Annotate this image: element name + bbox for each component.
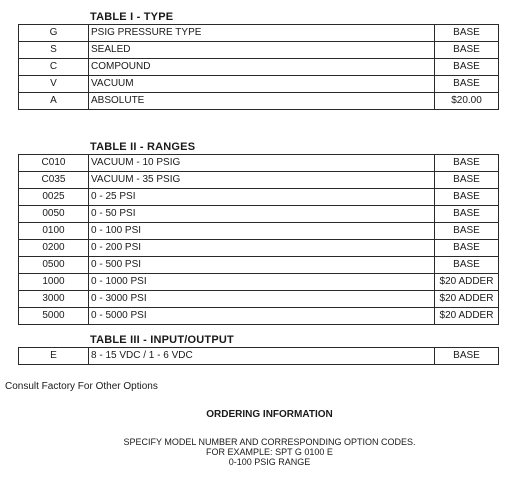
table-row bbox=[19, 172, 499, 189]
table-row bbox=[19, 59, 499, 76]
option-code: 0100 bbox=[19, 223, 89, 240]
option-description: 0 - 25 PSI bbox=[89, 189, 435, 206]
option-price: BASE bbox=[435, 25, 499, 42]
table-row bbox=[19, 274, 499, 291]
option-code: C010 bbox=[19, 155, 89, 172]
table-1-title: TABLE I - TYPE bbox=[90, 11, 174, 23]
option-price: BASE bbox=[435, 189, 499, 206]
option-description: 0 - 100 PSI bbox=[89, 223, 435, 240]
option-price: $20.00 bbox=[435, 93, 499, 110]
option-code: V bbox=[19, 76, 89, 93]
table-row bbox=[19, 348, 499, 365]
option-price: BASE bbox=[435, 348, 499, 365]
option-price: BASE bbox=[435, 240, 499, 257]
option-code: S bbox=[19, 42, 89, 59]
option-code: 0200 bbox=[19, 240, 89, 257]
option-price: BASE bbox=[435, 223, 499, 240]
ordering-line: 0-100 PSIG RANGE bbox=[228, 457, 311, 467]
table-2-body bbox=[19, 155, 499, 325]
table-row bbox=[19, 25, 499, 42]
table-row bbox=[19, 189, 499, 206]
table-row bbox=[19, 257, 499, 274]
option-price: BASE bbox=[435, 206, 499, 223]
option-description: VACUUM bbox=[89, 76, 435, 93]
table-2-ranges bbox=[18, 154, 499, 325]
consult-factory-note: Consult Factory For Other Options bbox=[5, 381, 158, 392]
table-row bbox=[19, 223, 499, 240]
table-row bbox=[19, 76, 499, 93]
option-code: G bbox=[19, 25, 89, 42]
option-code: E bbox=[19, 348, 89, 365]
option-description: 8 - 15 VDC / 1 - 6 VDC bbox=[89, 348, 435, 365]
option-price: BASE bbox=[435, 42, 499, 59]
ordering-line: FOR EXAMPLE: SPT G 0100 E bbox=[206, 447, 333, 457]
option-price: BASE bbox=[435, 257, 499, 274]
option-price: $20 ADDER bbox=[435, 291, 499, 308]
option-price: BASE bbox=[435, 76, 499, 93]
table-row bbox=[19, 206, 499, 223]
option-description: 0 - 3000 PSI bbox=[89, 291, 435, 308]
option-description: 0 - 500 PSI bbox=[89, 257, 435, 274]
option-description: SEALED bbox=[89, 42, 435, 59]
option-description: 0 - 200 PSI bbox=[89, 240, 435, 257]
option-description: ABSOLUTE bbox=[89, 93, 435, 110]
table-1-body bbox=[19, 25, 499, 110]
table-3-title: TABLE III - INPUT/OUTPUT bbox=[90, 334, 234, 346]
option-code: C035 bbox=[19, 172, 89, 189]
option-code: 3000 bbox=[19, 291, 89, 308]
option-description: 0 - 50 PSI bbox=[89, 206, 435, 223]
table-row bbox=[19, 42, 499, 59]
ordering-information-body bbox=[10, 437, 519, 467]
option-code: 1000 bbox=[19, 274, 89, 291]
table-1-type bbox=[18, 24, 499, 110]
table-row bbox=[19, 291, 499, 308]
option-code: C bbox=[19, 59, 89, 76]
option-price: BASE bbox=[435, 155, 499, 172]
option-code: 0050 bbox=[19, 206, 89, 223]
table-3-input-output bbox=[18, 347, 499, 365]
option-description: 0 - 1000 PSI bbox=[89, 274, 435, 291]
option-code: 0500 bbox=[19, 257, 89, 274]
option-description: VACUUM - 35 PSIG bbox=[89, 172, 435, 189]
option-price: $20 ADDER bbox=[435, 308, 499, 325]
table-row bbox=[19, 240, 499, 257]
table-row bbox=[19, 308, 499, 325]
table-row bbox=[19, 155, 499, 172]
option-description: VACUUM - 10 PSIG bbox=[89, 155, 435, 172]
option-code: 0025 bbox=[19, 189, 89, 206]
table-row bbox=[19, 93, 499, 110]
option-price: BASE bbox=[435, 59, 499, 76]
ordering-information-title: ORDERING INFORMATION bbox=[206, 409, 333, 420]
option-code: 5000 bbox=[19, 308, 89, 325]
option-price: BASE bbox=[435, 172, 499, 189]
option-code: A bbox=[19, 93, 89, 110]
option-price: $20 ADDER bbox=[435, 274, 499, 291]
ordering-line: SPECIFY MODEL NUMBER AND CORRESPONDING OPTION CODES. bbox=[123, 437, 416, 447]
option-description: COMPOUND bbox=[89, 59, 435, 76]
option-description: 0 - 5000 PSI bbox=[89, 308, 435, 325]
table-3-body bbox=[19, 348, 499, 365]
option-description: PSIG PRESSURE TYPE bbox=[89, 25, 435, 42]
table-2-title: TABLE II - RANGES bbox=[90, 141, 196, 153]
